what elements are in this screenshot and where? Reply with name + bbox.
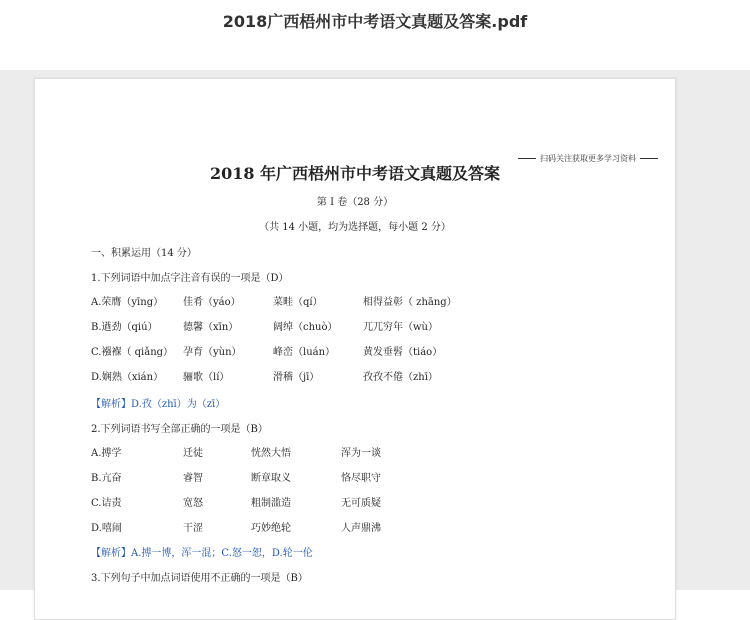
- question-stem: 3.下列句子中加点词语使用不正确的一项是（B）: [91, 573, 308, 584]
- volume-heading: 第 I 卷（28 分）: [316, 197, 394, 208]
- exam-title: 2018 年广西梧州市中考语文真题及答案: [209, 164, 501, 183]
- option-cell: A.荣膺（yīng）: [91, 297, 164, 308]
- option-cell: 宽怒: [183, 498, 203, 509]
- option-cell: 孕育（yùn）: [183, 347, 242, 358]
- option-cell: 德馨（xīn）: [183, 322, 239, 333]
- question-stem: 2.下列词语书写全部正确的一项是（B）: [91, 424, 268, 435]
- option-cell: 菜畦（qí）: [273, 297, 323, 308]
- option-cell: 迁徒: [183, 448, 203, 459]
- section-heading: 一、积累运用（14 分）: [91, 248, 197, 259]
- volume-note: （共 14 小题，均为选择题，每小题 2 分）: [259, 222, 451, 233]
- option-cell: A.搏学: [91, 448, 122, 459]
- option-cell: 黄发垂髫（tiáo）: [363, 347, 443, 358]
- analysis-tag: 【解析】: [91, 548, 131, 559]
- option-cell: 峰峦（luán）: [273, 347, 336, 358]
- option-cell: 浑为一谈: [341, 448, 381, 459]
- analysis-line: [91, 398, 225, 412]
- option-cell: C.襁褓（ qiǎng）: [91, 347, 174, 358]
- option-cell: 恪尽职守: [341, 473, 381, 484]
- option-cell: 兀兀穷年（wù）: [363, 322, 438, 333]
- option-cell: 阔绰（chuò）: [273, 322, 338, 333]
- option-cell: B.遒劲（qiú）: [91, 322, 158, 333]
- option-cell: 孜孜不倦（zhī）: [363, 372, 438, 383]
- option-cell: 佳肴（yáo）: [183, 297, 241, 308]
- option-cell: B.亢奋: [91, 473, 122, 484]
- question-stem: 1.下列词语中加点字注音有误的一项是（D）: [91, 273, 289, 284]
- option-cell: 相得益彰（ zhāng）: [363, 297, 457, 308]
- option-cell: C.诘责: [91, 498, 122, 509]
- analysis-line: [91, 547, 313, 561]
- option-cell: 干涩: [183, 523, 203, 534]
- option-cell: D.嘻闹: [91, 523, 122, 534]
- document-viewer[interactable]: [0, 70, 750, 590]
- document-file-title: 2018广西梧州市中考语文真题及答案.pdf: [222, 12, 528, 31]
- viewer-header: [0, 0, 750, 70]
- option-cell: 粗制滥造: [251, 498, 291, 509]
- option-cell: 睿智: [183, 473, 203, 484]
- option-cell: D.娴熟（xián）: [91, 372, 164, 383]
- divider: [518, 158, 536, 159]
- option-cell: 无可质疑: [341, 498, 381, 509]
- promo-text: 扫码关注获取更多学习资料: [540, 154, 636, 163]
- analysis-text: A.搏一博，浑一混；C.怒一恕，D.轮一伦: [131, 548, 313, 559]
- option-cell: 恍然大悟: [251, 448, 291, 459]
- option-cell: 断章取义: [251, 473, 291, 484]
- option-cell: 滑稽（jī）: [273, 372, 320, 383]
- analysis-text: D.孜（zhī）为（zī）: [131, 399, 226, 410]
- option-cell: 骊歌（lí）: [183, 372, 230, 383]
- option-cell: 人声鼎沸: [341, 523, 381, 534]
- divider: [640, 158, 658, 159]
- option-cell: 巧妙绝轮: [251, 523, 291, 534]
- pdf-page: [34, 78, 676, 620]
- analysis-tag: 【解析】: [91, 399, 131, 410]
